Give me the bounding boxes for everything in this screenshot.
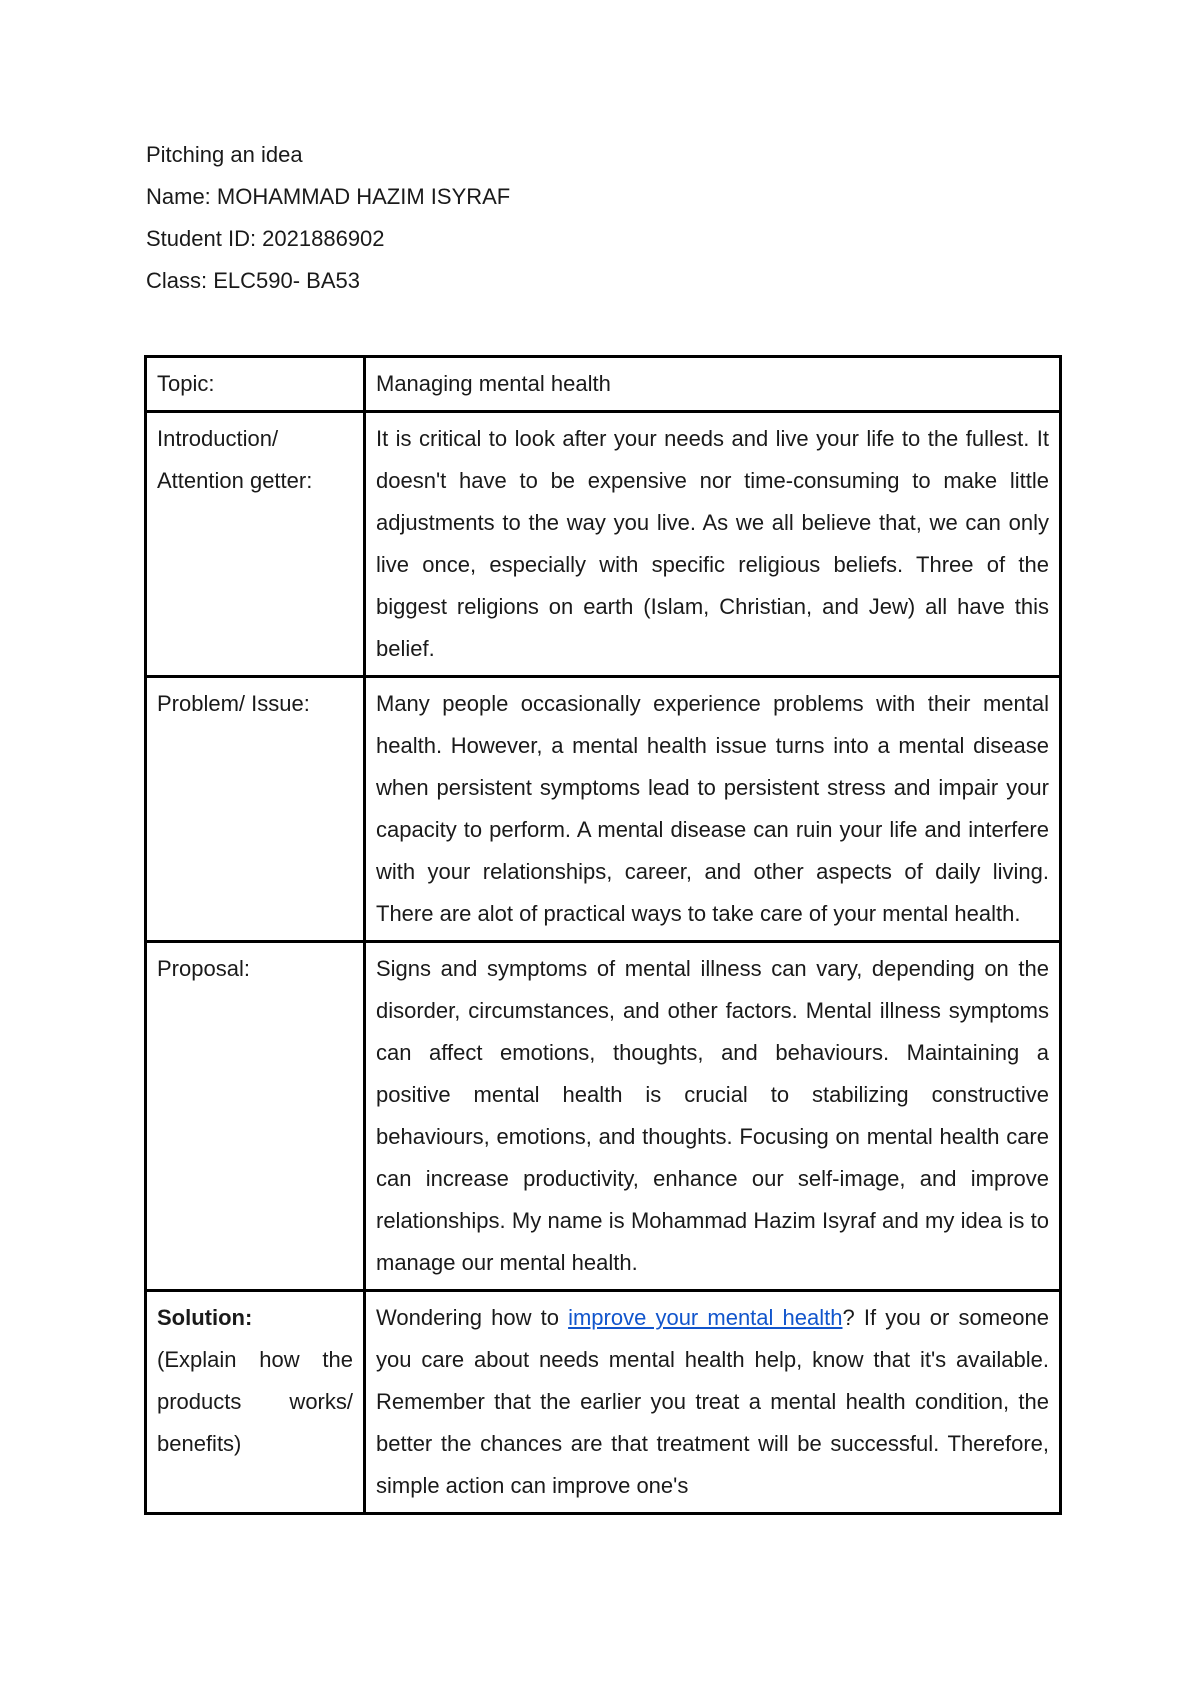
introduction-label: Introduction/ Attention getter: bbox=[146, 412, 365, 677]
table-row-proposal bbox=[146, 942, 1061, 1291]
table-row-problem bbox=[146, 677, 1061, 942]
table-row-topic bbox=[146, 357, 1061, 412]
pitch-table bbox=[144, 355, 1062, 1515]
solution-content-cell bbox=[365, 1291, 1061, 1514]
solution-content-suffix: ? If you or someone you care about needs mental health help, know that it's available. Remember that the earlier you treat a mental health condition, the better the chances are that treatment will be successful. Therefore, simple action can improve one's bbox=[376, 1305, 1049, 1498]
proposal-content: Signs and symptoms of mental illness can vary, depending on the disorder, circumstances, and other factors. Mental illness symptoms can affect emotions, thoughts, and behaviours. Maintaining a positive mental health is crucial to stabilizing constructive behaviours, emotions, and thoughts. Focusing on mental health care can increase productivity, enhance our self-image, and improve relationships. My name is Mohammad Hazim Isyraf and my idea is to manage our mental health. bbox=[365, 942, 1061, 1291]
solution-label-note: (Explain how the products works/ benefits) bbox=[157, 1347, 353, 1456]
topic-content: Managing mental health bbox=[365, 357, 1061, 412]
document-header bbox=[146, 142, 510, 310]
problem-label: Problem/ Issue: bbox=[146, 677, 365, 942]
document-title: Pitching an idea bbox=[146, 142, 303, 167]
solution-label: Solution: bbox=[157, 1305, 253, 1330]
solution-content-prefix: Wondering how to bbox=[376, 1305, 569, 1330]
improve-mental-health-link[interactable]: improve your mental health bbox=[568, 1305, 843, 1330]
topic-label: Topic: bbox=[146, 357, 365, 412]
introduction-content: It is critical to look after your needs and live your life to the fullest. It doesn't have to be expensive nor time-consuming to make little adjustments to the way you live. As we all believe that, we can only live once, especially with specific religious beliefs. Three of the biggest religions on earth (Islam, Christian, and Jew) all have this belief. bbox=[365, 412, 1061, 677]
student-name: Name: MOHAMMAD HAZIM ISYRAF bbox=[146, 184, 511, 209]
solution-label-cell bbox=[146, 1291, 365, 1514]
proposal-label: Proposal: bbox=[146, 942, 365, 1291]
student-id: Student ID: 2021886902 bbox=[146, 226, 385, 251]
class-code: Class: ELC590- BA53 bbox=[146, 268, 360, 293]
table-row-solution bbox=[146, 1291, 1061, 1514]
table-row-introduction bbox=[146, 412, 1061, 677]
problem-content: Many people occasionally experience problems with their mental health. However, a mental health issue turns into a mental disease when persistent symptoms lead to persistent stress and impair your capacity to perform. A mental disease can ruin your life and interfere with your relationships, career, and other aspects of daily living. There are alot of practical ways to take care of your mental health. bbox=[365, 677, 1061, 942]
